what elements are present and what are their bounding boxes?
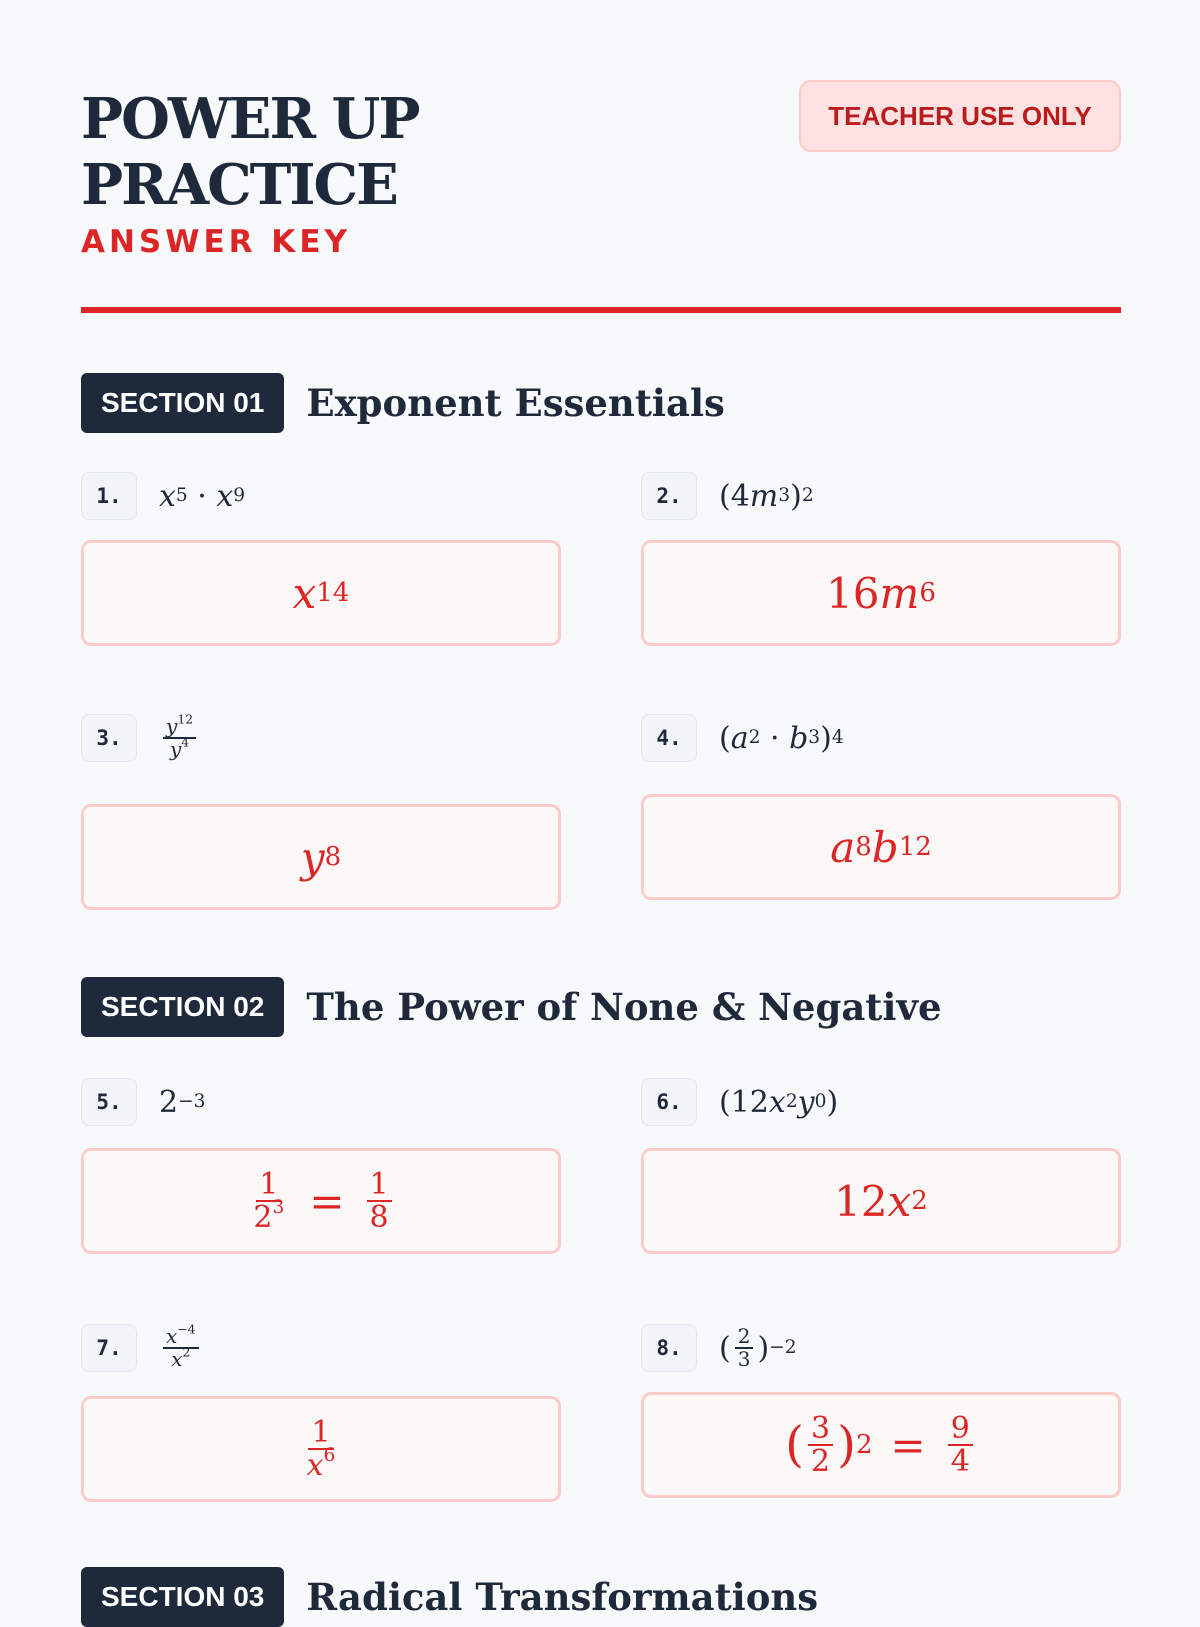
answer-box: y 8 <box>81 804 561 910</box>
prompt-text-1 <box>0 0 1 1</box>
problem-prompt <box>81 470 245 522</box>
problem-prompt <box>81 1322 203 1374</box>
problem-number: 1. <box>81 472 137 520</box>
section-title: Radical Transformations <box>306 1575 819 1619</box>
answer-box: 16 m 6 <box>641 540 1121 646</box>
expression-text-index <box>0 0 1 1</box>
section-tag: SECTION 02 <box>81 977 284 1037</box>
section-tag: SECTION 01 <box>81 373 284 433</box>
answer-box: $\frac{1}{x^6}$ <box>81 1396 561 1502</box>
teacher-use-badge: TEACHER USE ONLY <box>799 80 1121 152</box>
section-title: Exponent Essentials <box>306 381 725 425</box>
answer-box: a 8 b 12 <box>641 794 1121 900</box>
section-tag: SECTION 03 <box>81 1567 284 1627</box>
problem-expression: ( $\frac{2}{3}$ ) −2 <box>719 1324 797 1371</box>
section-01-header <box>81 373 725 433</box>
title-line-1: POWER UP <box>81 86 419 152</box>
problem-expression: (4 m 3 ) 2 <box>719 478 814 514</box>
problem-prompt <box>641 1076 838 1128</box>
problem-expression: x 5 · x 9 <box>159 478 246 514</box>
problem-prompt <box>641 470 814 522</box>
problem-prompt <box>81 712 200 764</box>
answer-box: $\frac{1}{2^3}$ = $\frac{1}{8}$ <box>81 1148 561 1254</box>
problem-expression: $\frac{y^{12}}{y^4}$ <box>159 716 200 760</box>
answer-box: ( $\frac{3}{2}$ ) 2 = $\frac{9}{4}$ <box>641 1392 1121 1498</box>
problem-number: 6. <box>641 1078 697 1126</box>
header-divider <box>81 307 1121 313</box>
page-subtitle: ANSWER KEY <box>81 224 351 260</box>
section-03-header <box>81 1567 818 1627</box>
problem-number: 7. <box>81 1324 137 1372</box>
problem-expression: $\frac{x^{-4}}{x^2}$ <box>159 1326 203 1370</box>
section-02-header <box>81 977 942 1037</box>
answer-box: x 14 <box>81 540 561 646</box>
problem-number: 8. <box>641 1324 697 1372</box>
problem-prompt <box>81 1076 206 1128</box>
problem-number: 3. <box>81 714 137 762</box>
problem-prompt <box>641 1322 797 1374</box>
problem-number: 5. <box>81 1078 137 1126</box>
problem-number: 2. <box>641 472 697 520</box>
problem-prompt <box>641 712 844 764</box>
problem-expression: (12 x 2 y 0 ) <box>719 1084 839 1120</box>
problem-number: 4. <box>641 714 697 762</box>
answer-box: 12 x 2 <box>641 1148 1121 1254</box>
problem-expression: ( a 2 · b 3 ) 4 <box>719 720 844 756</box>
title-line-2: PRACTICE <box>81 152 397 218</box>
problem-expression: 2 −3 <box>159 1084 206 1120</box>
section-title: The Power of None & Negative <box>306 985 942 1029</box>
page-title <box>81 86 581 218</box>
